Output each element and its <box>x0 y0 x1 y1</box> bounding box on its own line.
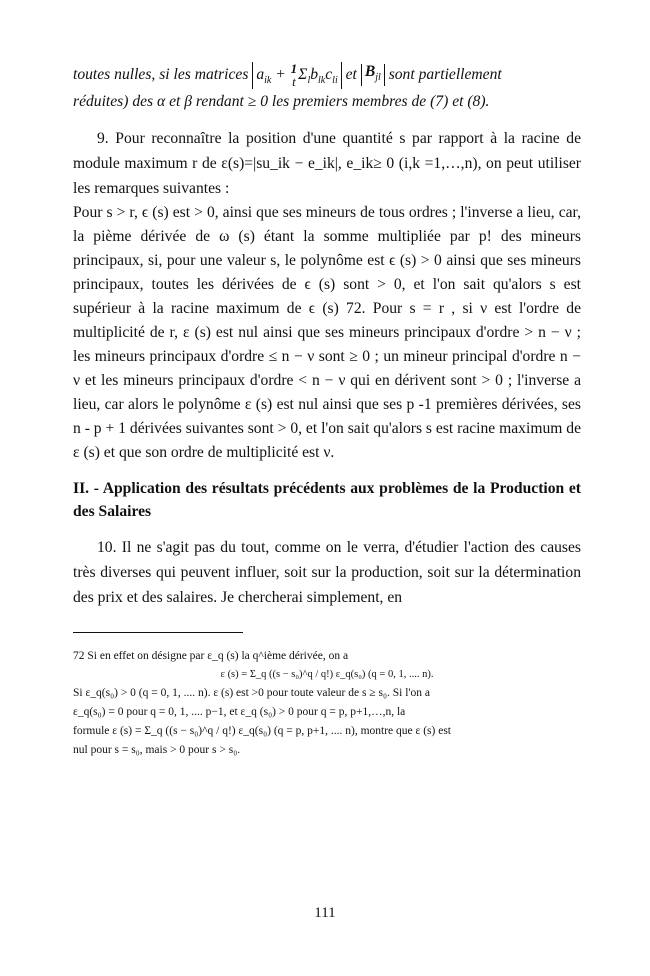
footnote-line4: formule ε (s) = Σ_q ((s − s₀)^q / q!) ε_q(s₀) (q = p, p+1, .... n), montre que ε (s) est <box>73 724 452 737</box>
section-heading: II. - Application des résultats précédents aux problèmes de la Production et des Salaires <box>73 479 581 520</box>
page-number: 111 <box>314 905 336 921</box>
text-top-1: toutes nulles, si les matrices <box>73 66 249 83</box>
p9-line3: utiliser les remarques suivantes : <box>73 154 581 197</box>
paragraph-top <box>73 62 581 114</box>
footnote-line3: ε_q(s₀) = 0 pour q = 0, 1, .... p−1, et ε_q (s₀) > 0 pour q = p, p+1,…,n, la <box>73 705 406 718</box>
text-top-2: et <box>345 66 357 83</box>
matrix-b: $B_{jl}$ <box>361 64 385 86</box>
footnote-line2: Si ε_q(s₀) > 0 (q = 0, 1, .... n). ε (s) est >0 pour toute valeur de s ≥ s₀. Si l'on a <box>73 686 430 699</box>
matrix-expression: $a_{ik}$ + 1 t $\Sigma_lb_{lk}c_{li}$ <box>252 62 341 89</box>
paragraph-10: 10. Il ne s'agit pas du tout, comme on le verra, d'étudier l'action des causes très diverses qui peuvent influer, soit sur la production, soit sur la détermination des prix et des salaires. Je chercherai simplement, en <box>73 538 581 606</box>
footnote-formula1: ε (s) = Σ_q ((s − s₀)^q / q!) ε_q(s₀) (q = 0, 1, .... n). <box>220 668 434 680</box>
page-content <box>73 62 581 760</box>
p9-line2: de module maximum r de ε(s)=|su_ik − e_ik|, e_ik≥ 0 (i,k =1,…,n), on peut <box>73 129 581 172</box>
footnote-line5: nul pour s = s₀, mais > 0 pour s > s₀. <box>73 743 241 756</box>
text-top-4: réduites) des α et β rendant ≥ 0 les premiers membres de (7) et (8). <box>73 92 490 110</box>
p9-body: Pour s > r, ϵ (s) est > 0, ainsi que ses mineurs de tous ordres ; l'inverse a lieu, car, la pième dérivée de ω (s) étant la somme multipliée par p! des mineurs principaux, si, pour une valeur s, le polynôme est ϵ (s) > 0 ainsi que ses mineurs principaux, toutes les dérivées de ϵ (s) sont > 0, et l'on sait qu'alors s est supérieur à la racine maximum de ϵ (s) 72. Pour s = r , si ν est l'ordre de multiplicité de r, ε (s) est nul ainsi que ses mineurs principaux d'ordre > n − ν ; les mineurs principaux d'ordre ≤ n − ν sont ≥ 0 ; un mineur principal d'ordre n − ν et les mineurs principaux d'ordre < n − ν qui en dérivent sont > 0 ; l'inverse a lieu, car alors le polynôme ε (s) est nul ainsi que ses p -1 premières dérivées, ses n - p + 1 dérivées suivantes sont > 0, et l'on sait qu'alors s est racine maximum de ε (s) et que son ordre de multiplicité est ν. <box>73 203 581 461</box>
paragraph-9-intro <box>73 126 581 201</box>
footnote-line1: 72 Si en effet on désigne par ε_q (s) la q^ième dérivée, on a <box>73 649 349 662</box>
text-top-3: sont partiellement <box>388 66 502 83</box>
footnote-rule <box>73 632 243 633</box>
p9-line1: 9. Pour reconnaître la position d'une quantité s par rapport à la racine <box>97 129 560 147</box>
paragraph-9-body <box>73 201 581 465</box>
